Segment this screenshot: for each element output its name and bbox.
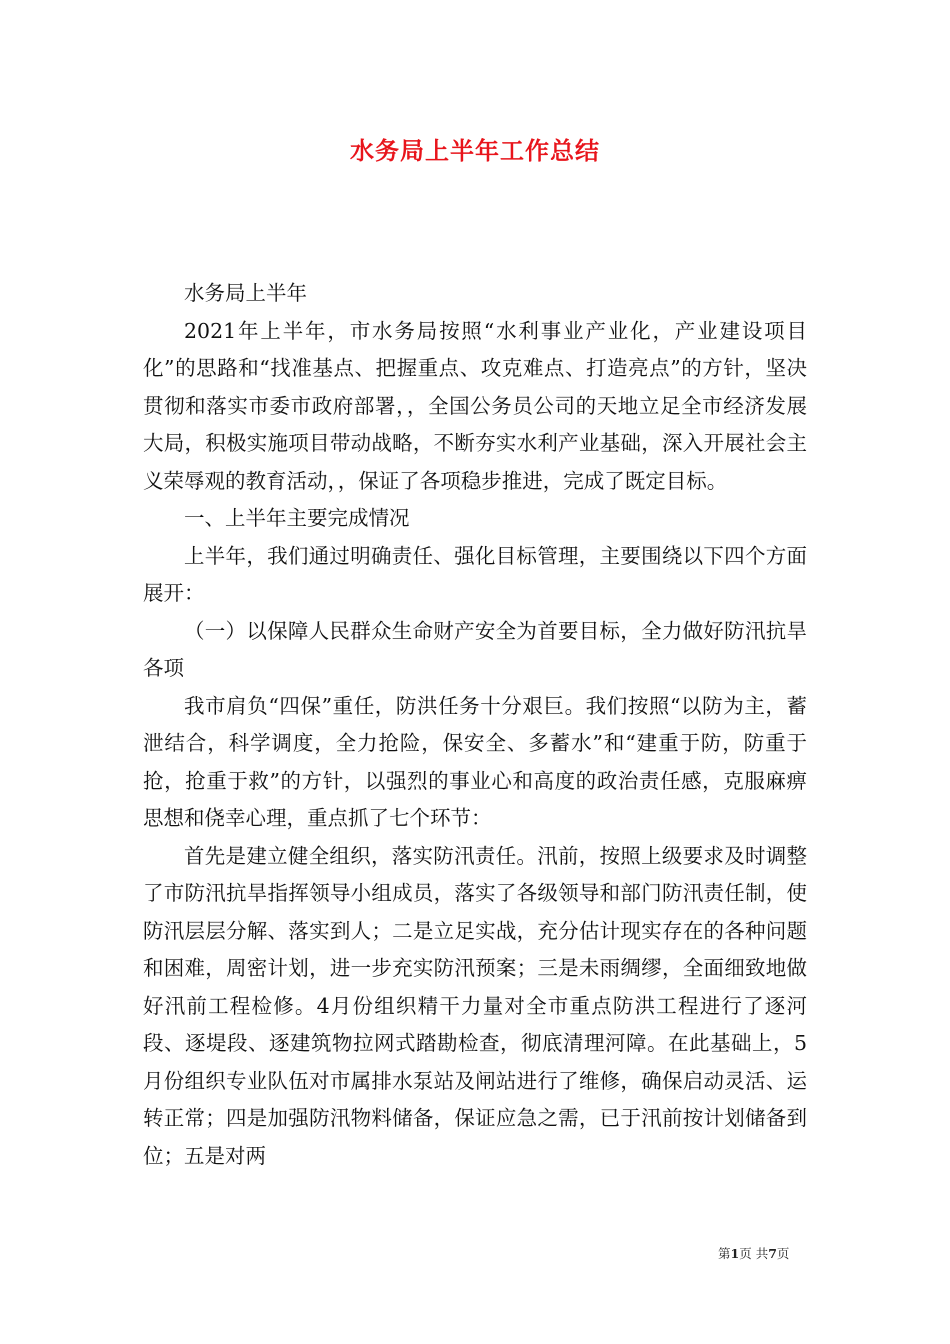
footer-middle: 页 共 [739,1246,769,1261]
document-body [143,275,807,1175]
page-number-footer [718,1245,789,1263]
paragraph-subsection-1-heading: （一）以保障人民群众生命财产安全为首要目标，全力做好防汛抗旱各项 [143,618,807,680]
paragraph-section-1-intro: 上半年，我们通过明确责任、强化目标管理，主要围绕以下四个方面展开： [143,543,807,605]
paragraph-flood-tasks: 我市肩负“四保”重任，防洪任务十分艰巨。我们按照“以防为主，蓄泄结合，科学调度，全力抢险，保安全、多蓄水”和“建重于防，防重于抢，抢重于救”的方针，以强烈的事业心和高度的政治责任感，克服麻痹思想和侥幸心理，重点抓了七个环节： [143,693,807,830]
page-title: 水务局上半年工作总结 [350,136,600,165]
footer-suffix: 页 [776,1246,790,1261]
paragraph-heading-intro: 水务局上半年 [184,281,307,305]
footer-current-page: 1 [730,1246,740,1261]
paragraph-flood-measures: 首先是建立健全组织，落实防汛责任。汛前，按照上级要求及时调整了市防汛抗旱指挥领导小组成员，落实了各级领导和部门防汛责任制，使防汛层层分解、落实到人；二是立足实战，充分估计现实存在的各种问题和困难，周密计划，进一步充实防汛预案；三是未雨绸缪，全面细致地做好汛前工程检修。4月份组织精干力量对全市重点防洪工程进行了逐河段、逐堤段、逐建筑物拉网式踏勘检查，彻底清理河障。在此基础上，5月份组织专业队伍对市属排水泵站及闸站进行了维修，确保启动灵活、运转正常；四是加强防汛物料储备，保证应急之需，已于汛前按计划储备到位；五是对两 [143,843,807,1168]
paragraph-overview: 2021年上半年，市水务局按照“水利事业产业化，产业建设项目化”的思路和“找准基点、把握重点、攻克难点、打造亮点”的方针，坚决贯彻和落实市委市政府部署，，全国公务员公司的天地立足全市经济发展大局，积极实施项目带动战略，不断夯实水利产业基础，深入开展社会主义荣辱观的教育活动，，保证了各项稳步推进，完成了既定目标。 [143,318,807,493]
footer-prefix: 第 [718,1246,731,1261]
paragraph-section-1-heading: 一、上半年主要完成情况 [184,506,410,530]
footer-total-pages: 7 [768,1246,777,1261]
